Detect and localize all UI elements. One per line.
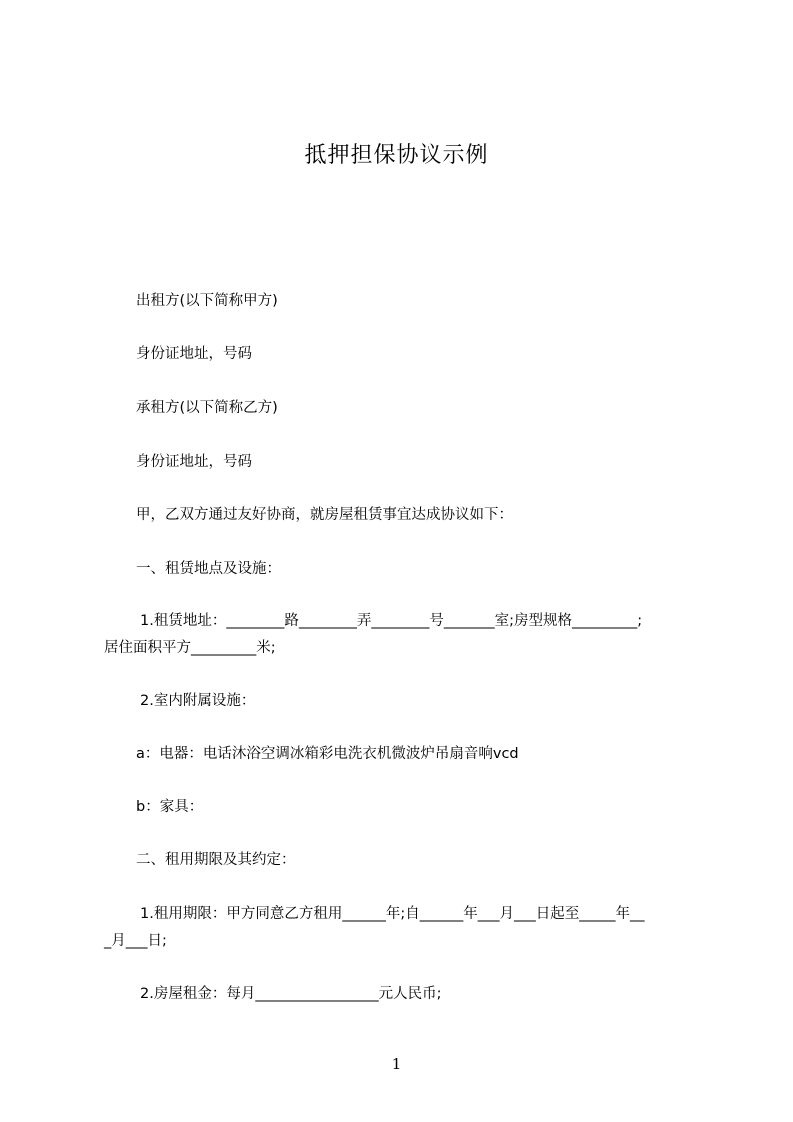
lessee-line: 承租方(以下简称乙方) <box>136 400 278 416</box>
section-heading-term: 二、租用期限及其约定： <box>136 852 296 868</box>
furniture-line: b：家具： <box>136 799 204 815</box>
lessor-id-line: 身份证地址，号码 <box>136 346 252 362</box>
lessee-id-line: 身份证地址，号码 <box>136 454 252 470</box>
rental-term-continued: _月___日; <box>104 933 167 949</box>
agreement-intro: 甲，乙双方通过友好协商，就房屋租赁事宜达成协议如下： <box>136 507 513 523</box>
facilities-heading: 2.室内附属设施： <box>140 693 256 709</box>
section-heading-location: 一、租赁地点及设施： <box>136 561 281 577</box>
document-title: 抵押担保协议示例 <box>304 143 489 168</box>
lessor-line: 出租方(以下简称甲方) <box>136 293 278 309</box>
rental-address-line: 1.租赁地址：________路________弄________号_______室;房型规格_________; <box>140 613 643 629</box>
living-area-line: 居住面积平方_________米; <box>104 640 276 656</box>
rental-term-line: 1.租用期限：甲方同意乙方租用______年;自______年___月___日起至_____年__ <box>140 906 645 922</box>
rent-amount-line: 2.房屋租金：每月_________________元人民币; <box>140 986 442 1002</box>
appliances-line: a：电器：电话沐浴空调冰箱彩电洗衣机微波炉吊扇音响vcd <box>136 746 519 762</box>
page-number: 1 <box>391 1055 402 1073</box>
